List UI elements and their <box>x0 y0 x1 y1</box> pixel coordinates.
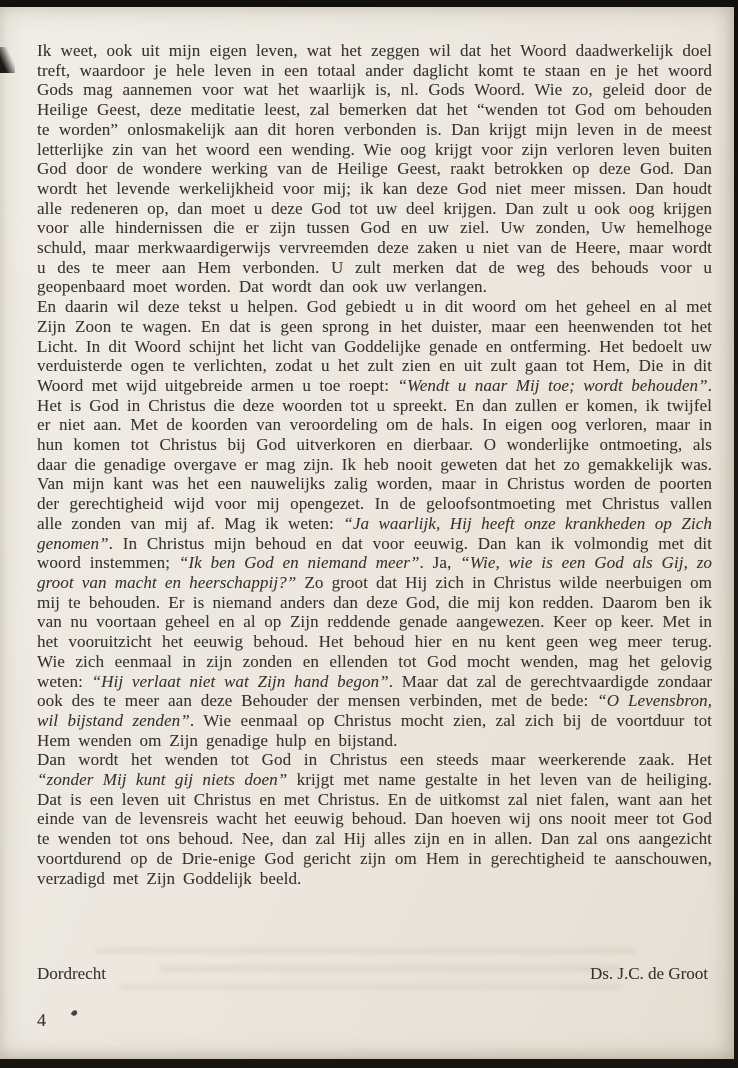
signature-row <box>37 964 708 984</box>
quote-italic: “Wendt u naar Mij toe; wordt behouden” <box>397 375 708 395</box>
paragraph <box>37 297 712 750</box>
text-segment: En daarin wil deze tekst u helpen. God gebiedt u in dit woord om het geheel en al met Zijn Zoon te wagen. En dat is geen sprong in het duister, maar een heenwenden tot het Licht. In dit Woord schijnt het licht van Goddelijke genade en ontferming. Het bedoelt uw verduisterde ogen te verlichten, zodat u het zult zien en uit zult gaan tot Hem, Die in dit Woord met wijd uitgebreide armen u toe roept: <box>37 297 712 395</box>
scan-artifact <box>0 47 15 73</box>
text-segment: . Ja, <box>419 553 461 573</box>
document-body <box>37 41 712 888</box>
text-segment: Zo groot dat Hij zich in Christus wilde neerbuigen om mij te behouden. Er is niemand anders dan deze God, die mij kon redden. Daarom ben ik van nu voortaan geheel en al op Zijn reddende genade aangewezen. Keer op keer. Met in het vooruitzicht het eeuwig behoud. Het behoud hier en nu kent geen weg meer terug. Wie zich eenmaal in zijn zonden en ellenden tot God mocht wenden, mag het gelovig weten: <box>37 572 712 691</box>
page-number: 4 <box>37 1010 46 1030</box>
text-segment: . Het is God in Christus die deze woorden tot u spreekt. En dan zullen er komen, ik twijfel er niet aan. Met de koorden van veroordeling om de hals. In eigen oog verloren, maar in hun komen tot Christus bij God uitverkoren en dierbaar. O wonderlijke ontmoeting, als daar die genadige overgave er mag zijn. Ik heb nooit geweten dat het zo gemakkelijk was. Van mijn kant was het een nauwelijks zalig worden, maar in Christus worden de poorten der gerechtigheid wijd voor mij opengezet. In de geloofsontmoeting met Christus vallen alle zonden van mij af. Mag ik weten: <box>37 375 712 533</box>
text-segment: . In Christus mijn behoud en dat voor eeuwig. Dan kan ik volmondig met dit woord instemmen; <box>37 533 712 573</box>
text-segment: . Wie eenmaal op Christus mocht zien, zal zich bij de voortduur tot Hem wenden om Zijn genadige hulp en bijstand. <box>37 710 713 750</box>
bleed-through-ghost <box>120 983 620 990</box>
paragraph <box>37 41 712 297</box>
paragraph <box>37 750 712 888</box>
author-name: Ds. J.C. de Groot <box>589 964 708 983</box>
text-segment: Dan wordt het wenden tot God in Christus een steeds maar weerkerende zaak. Het <box>37 750 712 770</box>
ink-speck-mark <box>71 1009 79 1017</box>
text-segment: . Maar dat zal de gerechtvaardigde zondaar ook des te meer aan deze Behouder der mensen verbinden, met de bede: <box>37 671 712 711</box>
scanned-page <box>0 7 734 1059</box>
quote-italic: “Hij verlaat niet wat Zijn hand begon” <box>91 671 389 691</box>
text-segment: Ik weet, ook uit mijn eigen leven, wat het zeggen wil dat het Woord daadwerkelijk doel treft, waardoor je hele leven in een totaal ander daglicht komt te staan en je het woord Gods mag aannemen voor wat het waarlijk is, nl. Gods Woord. Wie zo, geleid door de Heilige Geest, deze meditatie leest, zal bemerken dat het “wenden tot God om behouden te worden” onlosmakelijk aan dit horen verbonden is. Dan krijgt mijn leven in de meest letterlijke zin van het woord een wending. Wie oog krijgt voor zijn verloren leven buiten God door de wondere werking van de Heilige Geest, raakt betrokken op deze God. Dan wordt het levende werkelijkheid voor mij; ik kan deze God niet meer missen. Dan houdt alle redeneren op, dan moet u deze God tot uw deel krijgen. Dan zult u ook oog krijgen voor alle hindernissen die er zijn tussen God en uw ziel. Uw zonden, Uw hemelhoge schuld, maar merkwaardigerwijs vervreemden deze zaken u niet van de Heere, maar wordt u des te meer aan Hem verbonden. U zult merken dat de weg des behouds voor u geopenbaard moet worden. Dat wordt dan ook uw verlangen. <box>37 41 712 297</box>
place-name: Dordrecht <box>37 964 106 983</box>
quote-italic: “zonder Mij kunt gij niets doen” <box>37 770 288 790</box>
quote-italic: “Ik ben God en niemand meer” <box>178 553 420 573</box>
bleed-through-ghost <box>95 947 635 954</box>
quote-italic: “Ja waarlijk, Hij heeft onze krankheden op Zich genomen” <box>37 513 712 553</box>
text-segment: krijgt met name gestalte in het leven van de heiliging. Dat is een leven uit Christus en met Christus. En de uitkomst zal niet falen, want aan het einde van de levensreis wacht het eeuwig behoud. Dan hoeven wij ons nooit meer tot God te wenden tot ons behoud. Nee, dan zal Hij alles zijn en in allen. Dan zal ons aangezicht voortdurend op de Drie-enige God gericht zijn om Hem in gerechtigheid te aanschouwen, verzadigd met Zijn Goddelijk beeld. <box>37 770 712 888</box>
quote-italic: “Wie, wie is een God als Gij, zo groot van macht en heerschappij?” <box>37 553 713 592</box>
quote-italic: “O Levensbron, wil bijstand zenden” <box>37 691 713 730</box>
